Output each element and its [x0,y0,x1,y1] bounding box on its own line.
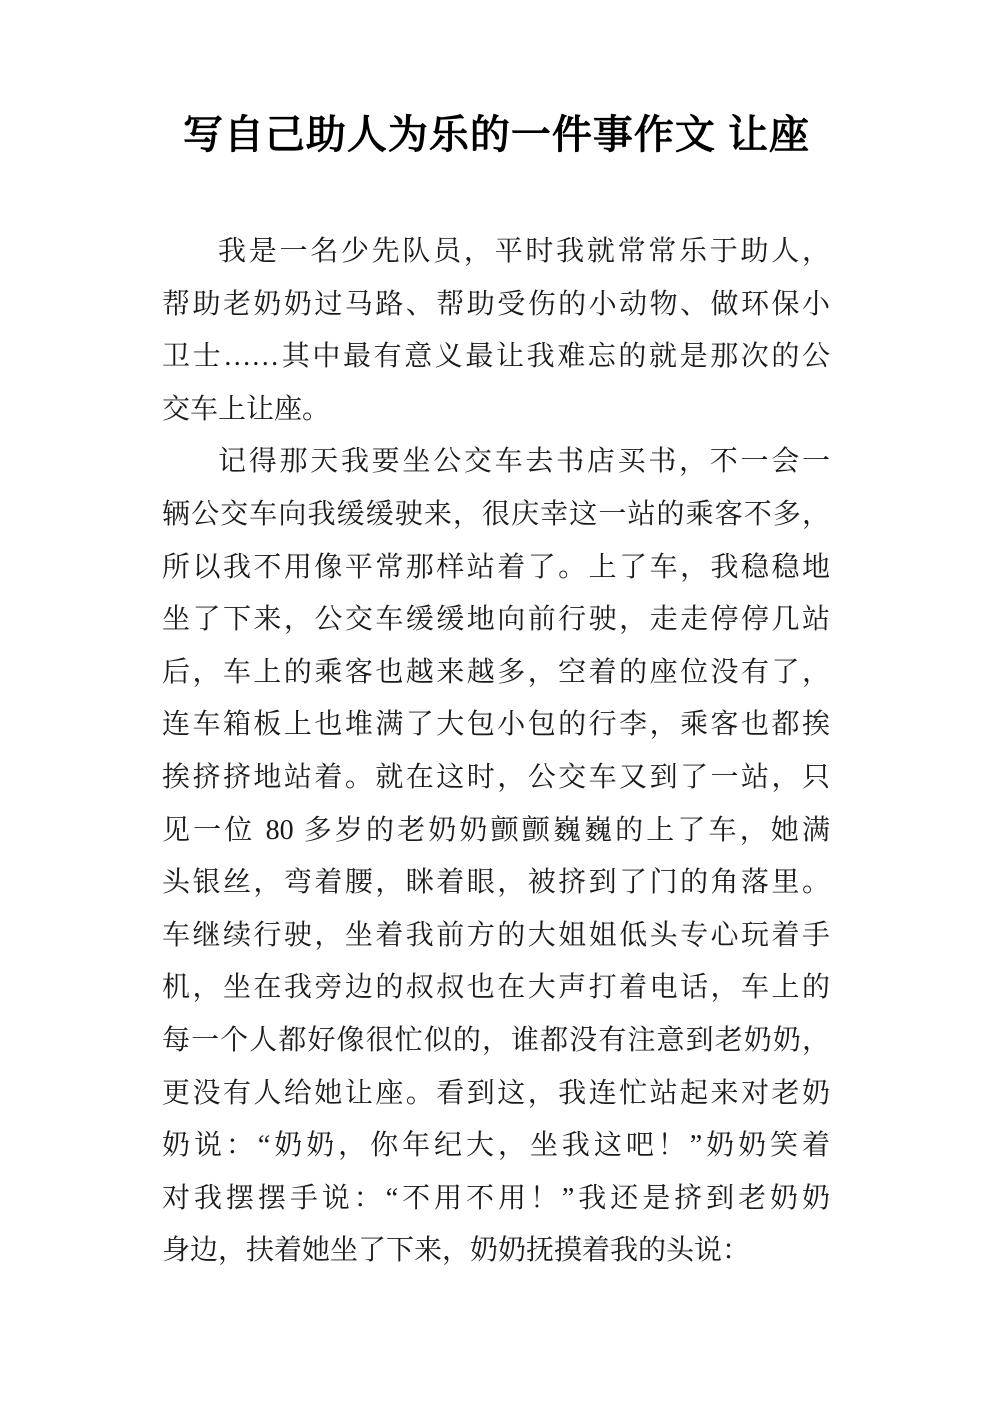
text-line: 对我摆摆手说：“不用不用！”我还是挤到老奶奶 [162,1182,830,1214]
text-line: 连车箱板上也堆满了大包小包的行李，乘客也都挨 [162,709,830,741]
document-title: 写自己助人为乐的一件事作文 让座 [182,113,811,157]
text-line: 交车上让座。 [162,393,331,425]
text-line: 车继续行驶，坐着我前方的大姐姐低头专心玩着手 [162,919,830,951]
paragraph [162,226,830,436]
text-line: 身边，扶着她坐了下来，奶奶抚摸着我的头说： [162,1235,751,1267]
text-line: 机，坐在我旁边的叔叔也在大声打着电话，车上的 [162,972,830,1004]
text-line: 更没有人给她让座。看到这，我连忙站起来对老奶 [162,1077,830,1109]
text-line: 所以我不用像平常那样站着了。上了车，我稳稳地 [162,551,830,583]
text-line: 记得那天我要坐公交车去书店买书，不一会一 [218,446,830,478]
text-line: 挨挤挤地站着。就在这时，公交车又到了一站，只 [162,761,830,793]
text-line: 每一个人都好像很忙似的，谁都没有注意到老奶奶， [162,1024,830,1056]
text-line: 后，车上的乘客也越来越多，空着的座位没有了， [162,656,830,688]
document-body [162,226,830,1278]
text-line: 辆公交车向我缓缓驶来，很庆幸这一站的乘客不多， [162,498,830,530]
paragraph [162,436,830,1278]
text-line: 我是一名少先队员，平时我就常常乐于助人， [218,236,830,267]
text-line: 坐了下来，公交车缓缓地向前行驶，走走停停几站 [162,604,830,636]
text-line: 头银丝，弯着腰，眯着眼，被挤到了门的角落里。 [162,867,830,899]
text-line: 见一位 80 多岁的老奶奶颤颤巍巍的上了车，她满 [162,814,830,846]
text-line: 卫士……其中最有意义最让我难忘的就是那次的公 [162,341,830,373]
text-line: 奶说：“奶奶，你年纪大，坐我这吧！”奶奶笑着 [162,1130,830,1162]
text-line: 帮助老奶奶过马路、帮助受伤的小动物、做环保小 [162,288,830,320]
